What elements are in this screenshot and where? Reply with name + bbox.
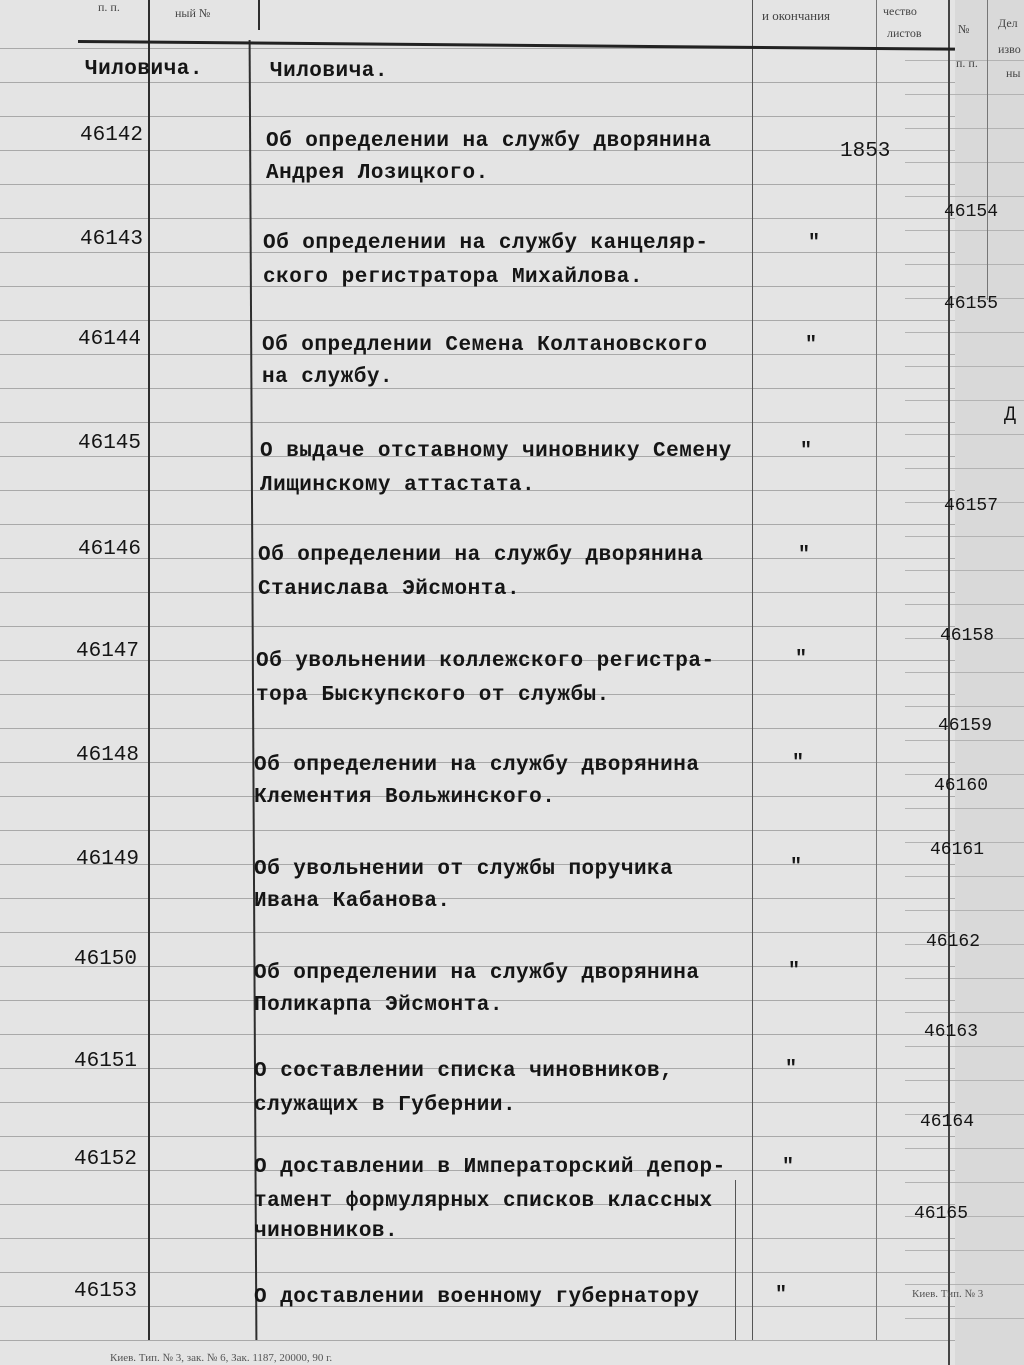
divider-sheets <box>876 0 877 1340</box>
ruled-line <box>0 1272 955 1273</box>
ruled-line-right <box>905 808 1024 809</box>
ruled-line <box>0 898 955 899</box>
record-ditto: " <box>792 752 805 775</box>
record-ditto: " <box>775 1284 788 1307</box>
record-title-line2: тамент формулярных списков классных <box>254 1190 713 1213</box>
record-number: 46143 <box>80 228 144 251</box>
ruled-line-right <box>905 230 1024 231</box>
ruled-line-right <box>905 910 1024 911</box>
ruled-line <box>0 82 955 83</box>
ruled-line-right <box>905 536 1024 537</box>
header-right-num-1: № <box>958 22 970 36</box>
ruled-line-right <box>905 434 1024 435</box>
record-ditto: " <box>800 440 813 463</box>
record-ditto: " <box>798 544 811 567</box>
ruled-line <box>0 932 955 933</box>
record-number: 46151 <box>74 1050 138 1073</box>
record-title-line2: служащих в Губернии. <box>254 1094 517 1117</box>
ruled-line <box>0 116 955 117</box>
header-right-cases-1: Дел <box>998 16 1018 30</box>
ruled-line-right <box>905 1148 1024 1149</box>
right-number: 46163 <box>924 1022 979 1042</box>
ruled-line-right <box>905 1080 1024 1081</box>
record-title-line1: Об определении на службу дворянина <box>266 130 712 153</box>
record-title-line1: Об увольнении коллежского регистра- <box>256 650 715 673</box>
right-number: 46165 <box>914 1204 969 1224</box>
record-ditto: " <box>808 232 821 255</box>
ruled-line-right <box>905 570 1024 571</box>
record-number: 46152 <box>74 1148 138 1171</box>
right-number: 46154 <box>944 202 999 222</box>
right-letter: Д <box>1004 404 1017 427</box>
header-col-sheets-2: листов <box>887 26 922 40</box>
ruled-line <box>0 626 955 627</box>
record-title-line2: Поликарпа Эйсмонта. <box>254 994 503 1017</box>
record-title-line2: ского регистратора Михайлова. <box>263 266 643 289</box>
ruled-line <box>0 524 955 525</box>
top-row-title: Чиловича. <box>270 60 388 83</box>
ruled-line-right <box>905 1318 1024 1319</box>
divider-date-2 <box>735 1180 736 1340</box>
ruled-line-right <box>905 1012 1024 1013</box>
record-title-line1: Об определении на службу дворянина <box>254 962 700 985</box>
header-right-cases-3: ны <box>1006 66 1021 80</box>
ruled-line-right <box>905 366 1024 367</box>
record-ditto: " <box>790 856 803 879</box>
header-right-num-2: п. п. <box>956 56 978 70</box>
top-row-number: Чиловича. <box>85 58 203 81</box>
record-title-line2: тора Быскупского от службы. <box>256 684 610 707</box>
footer-imprint: Киев. Тип. № 3, зак. № 6, Зак. 1187, 20000, 90 г. <box>110 1352 333 1364</box>
record-title-line1: О составлении списка чиновников, <box>254 1060 674 1083</box>
record-number: 46147 <box>76 640 140 663</box>
record-title-line1: Об определении на службу дворянина <box>258 544 704 567</box>
record-title-line1: О доставлении военному губернатору <box>254 1286 700 1309</box>
ruled-line <box>0 218 955 219</box>
record-ditto: " <box>788 960 801 983</box>
ruled-line-right <box>905 1046 1024 1047</box>
record-title-line2: Клементия Вольжинского. <box>254 786 556 809</box>
record-title-line1: О доставлении в Императорский депор- <box>254 1156 726 1179</box>
record-number: 46150 <box>74 948 138 971</box>
ruled-line-right <box>905 468 1024 469</box>
record-number: 46153 <box>74 1280 138 1303</box>
record-ditto: " <box>795 648 808 671</box>
ruled-line-right <box>905 672 1024 673</box>
footer-imprint-right: Киев. Тип. № 3 <box>912 1288 984 1300</box>
divider-title <box>258 0 260 30</box>
ruled-line <box>0 830 955 831</box>
ruled-line-right <box>905 162 1024 163</box>
ruled-line-right <box>905 706 1024 707</box>
right-number: 46155 <box>944 294 999 314</box>
right-number: 46161 <box>930 840 985 860</box>
divider-right-1 <box>987 0 988 300</box>
divider-date <box>752 0 753 1340</box>
ruled-line-right <box>905 264 1024 265</box>
ruled-line <box>0 1238 955 1239</box>
ruled-line <box>0 388 955 389</box>
divider-num <box>148 0 150 1340</box>
right-number: 46158 <box>940 626 995 646</box>
ruled-line-right <box>905 740 1024 741</box>
ruled-line <box>0 422 955 423</box>
record-number: 46144 <box>78 328 142 351</box>
ruled-line-right <box>905 1250 1024 1251</box>
record-title-line1: Об увольнении от службы поручика <box>254 858 674 881</box>
ruled-line <box>0 320 955 321</box>
record-title-line2: Лищинскому аттастата. <box>260 474 536 497</box>
ruled-line-right <box>905 1182 1024 1183</box>
ruled-line-right <box>905 1284 1024 1285</box>
ruled-line-right <box>905 196 1024 197</box>
ruled-line <box>0 1034 955 1035</box>
ruled-line-right <box>905 876 1024 877</box>
record-title-line2: Ивана Кабанова. <box>254 890 451 913</box>
record-number: 46146 <box>78 538 142 561</box>
record-title-line1: Об определении на службу дворянина <box>254 754 700 777</box>
ruled-line-right <box>905 94 1024 95</box>
ruled-line-right <box>905 774 1024 775</box>
record-title-line1: Об опредлении Семена Колтановского <box>262 334 708 357</box>
ruled-line-right <box>905 332 1024 333</box>
record-number: 46149 <box>76 848 140 871</box>
record-number: 46142 <box>80 124 144 147</box>
ruled-line-right <box>905 400 1024 401</box>
ruled-line <box>0 1340 955 1341</box>
record-number: 46145 <box>78 432 142 455</box>
header-col-sheets-1: чество <box>883 4 917 18</box>
right-number: 46160 <box>934 776 989 796</box>
header-col-inv: ный № <box>175 6 211 20</box>
record-ditto: " <box>805 334 818 357</box>
record-title-line2: на службу. <box>262 366 394 389</box>
header-right-cases-2: изво <box>998 42 1021 56</box>
record-title-line1: О выдаче отставному чиновнику Семену <box>260 440 732 463</box>
ruled-line-right <box>905 978 1024 979</box>
right-number: 46164 <box>920 1112 975 1132</box>
header-col-end: и окончания <box>762 8 831 23</box>
ruled-line <box>0 1136 955 1137</box>
header-col-num: п. п. <box>98 0 120 14</box>
record-title-line3: чиновников. <box>254 1220 399 1243</box>
right-number: 46162 <box>926 932 981 952</box>
record-ditto: " <box>785 1058 798 1081</box>
record-date: 1853 <box>840 140 891 163</box>
ruled-line-right <box>905 128 1024 129</box>
ruled-line <box>0 728 955 729</box>
record-number: 46148 <box>76 744 140 767</box>
record-title-line2: Андрея Лозицкого. <box>266 162 489 185</box>
right-number: 46159 <box>938 716 993 736</box>
right-number: 46157 <box>944 496 999 516</box>
record-title-line1: Об определении на службу канцеляр- <box>263 232 709 255</box>
record-ditto: " <box>782 1156 795 1179</box>
record-title-line2: Станислава Эйсмонта. <box>258 578 521 601</box>
ruled-line-right <box>905 604 1024 605</box>
